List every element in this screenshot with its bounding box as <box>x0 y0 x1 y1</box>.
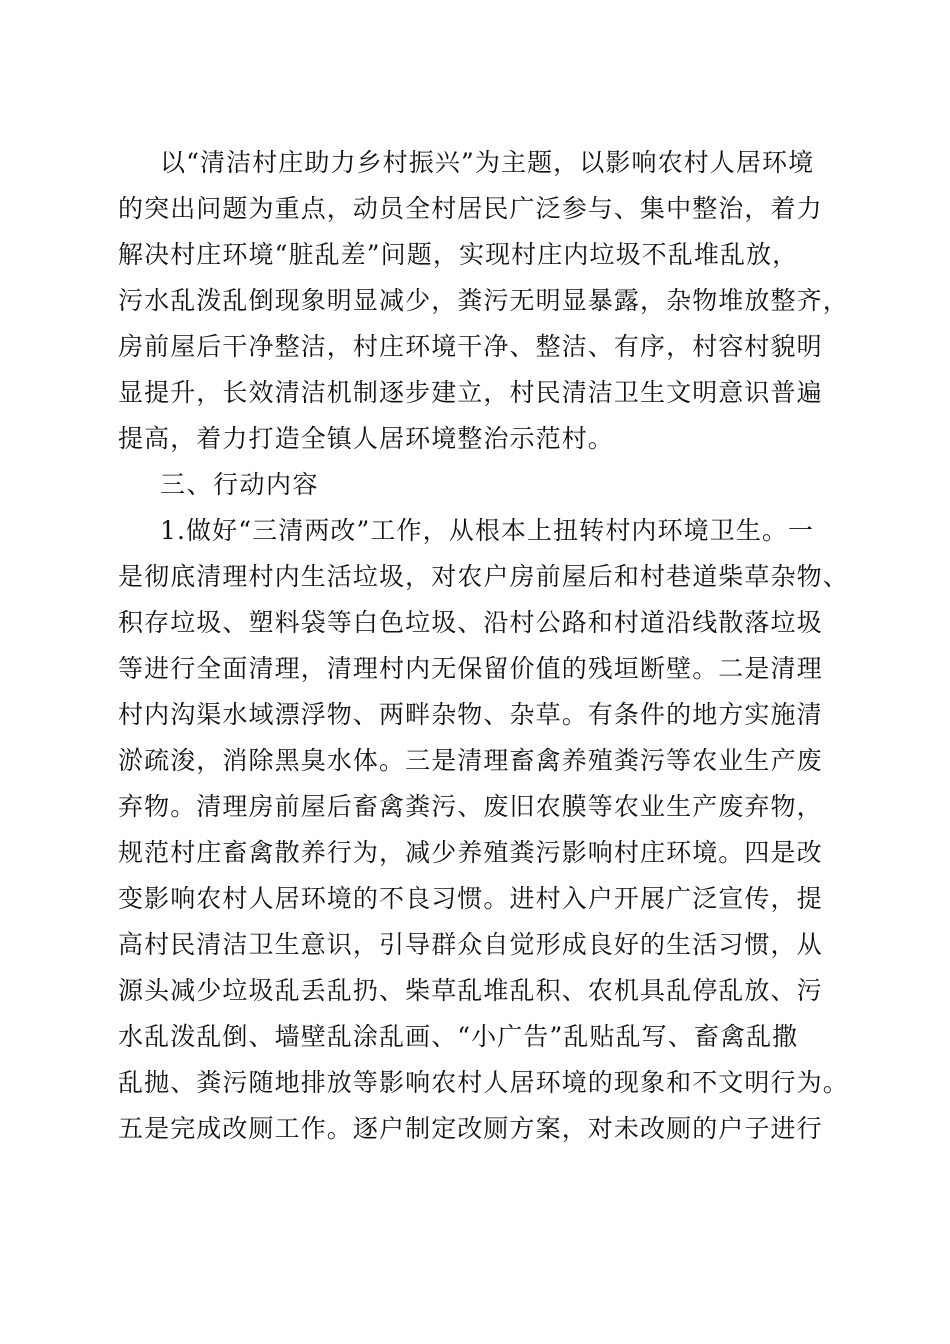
paragraph-2-line-9: 变影响农村人居环境的不良习惯。进村入户开展广泛宣传，提 <box>118 884 823 913</box>
paragraph-1-line-7: 提高，着力打造全镇人居环境整治示范村。 <box>118 424 614 453</box>
paragraph-2-line-8: 规范村庄畜禽散养行为，减少养殖粪污影响村庄环境。四是改 <box>118 838 823 867</box>
section-heading: 三、行动内容 <box>160 470 320 499</box>
paragraph-2-line-5: 村内沟渠水域漂浮物、两畔杂物、杂草。有条件的地方实施清 <box>118 700 823 729</box>
paragraph-2-line-4: 等进行全面清理，清理村内无保留价值的残垣断壁。二是清理 <box>118 654 823 683</box>
paragraph-2-line-13: 乱抛、粪污随地排放等影响农村人居环境的现象和不文明行为。 <box>118 1068 849 1097</box>
paragraph-1-line-3: 解决村庄环境“脏乱差”问题，实现村庄内垃圾不乱堆乱放， <box>118 240 799 269</box>
paragraph-1-line-4: 污水乱泼乱倒现象明显减少，粪污无明显暴露，杂物堆放整齐， <box>118 286 849 315</box>
paragraph-1-line-5: 房前屋后干净整洁，村庄环境干净、整洁、有序，村容村貌明 <box>118 332 823 361</box>
paragraph-2-line-12: 水乱泼乱倒、墙壁乱涂乱画、“小广告”乱贴乱写、畜禽乱撒 <box>118 1022 799 1051</box>
paragraph-2-line-1: 1.做好“三清两改”工作，从根本上扭转村内环境卫生。一 <box>160 516 815 545</box>
paragraph-2-line-6: 淤疏浚，消除黑臭水体。三是清理畜禽养殖粪污等农业生产废 <box>118 746 823 775</box>
paragraph-1-line-1: 以“清洁村庄助力乡村振兴”为主题，以影响农村人居环境 <box>160 148 815 177</box>
paragraph-1-line-2: 的突出问题为重点，动员全村居民广泛参与、集中整治，着力 <box>118 194 823 223</box>
paragraph-2-line-2: 是彻底清理村内生活垃圾，对农户房前屋后和村巷道柴草杂物、 <box>118 562 849 591</box>
paragraph-2-line-7: 弃物。清理房前屋后畜禽粪污、废旧农膜等农业生产废弃物， <box>118 792 823 821</box>
paragraph-2-line-11: 源头减少垃圾乱丢乱扔、柴草乱堆乱积、农机具乱停乱放、污 <box>118 976 823 1005</box>
paragraph-2-line-3: 积存垃圾、塑料袋等白色垃圾、沿村公路和村道沿线散落垃圾 <box>118 608 823 637</box>
paragraph-2-line-10: 高村民清洁卫生意识，引导群众自觉形成良好的生活习惯，从 <box>118 930 823 959</box>
paragraph-1-line-6: 显提升，长效清洁机制逐步建立，村民清洁卫生文明意识普遍 <box>118 378 823 407</box>
paragraph-2-line-14: 五是完成改厕工作。逐户制定改厕方案，对未改厕的户子进行 <box>118 1114 823 1143</box>
